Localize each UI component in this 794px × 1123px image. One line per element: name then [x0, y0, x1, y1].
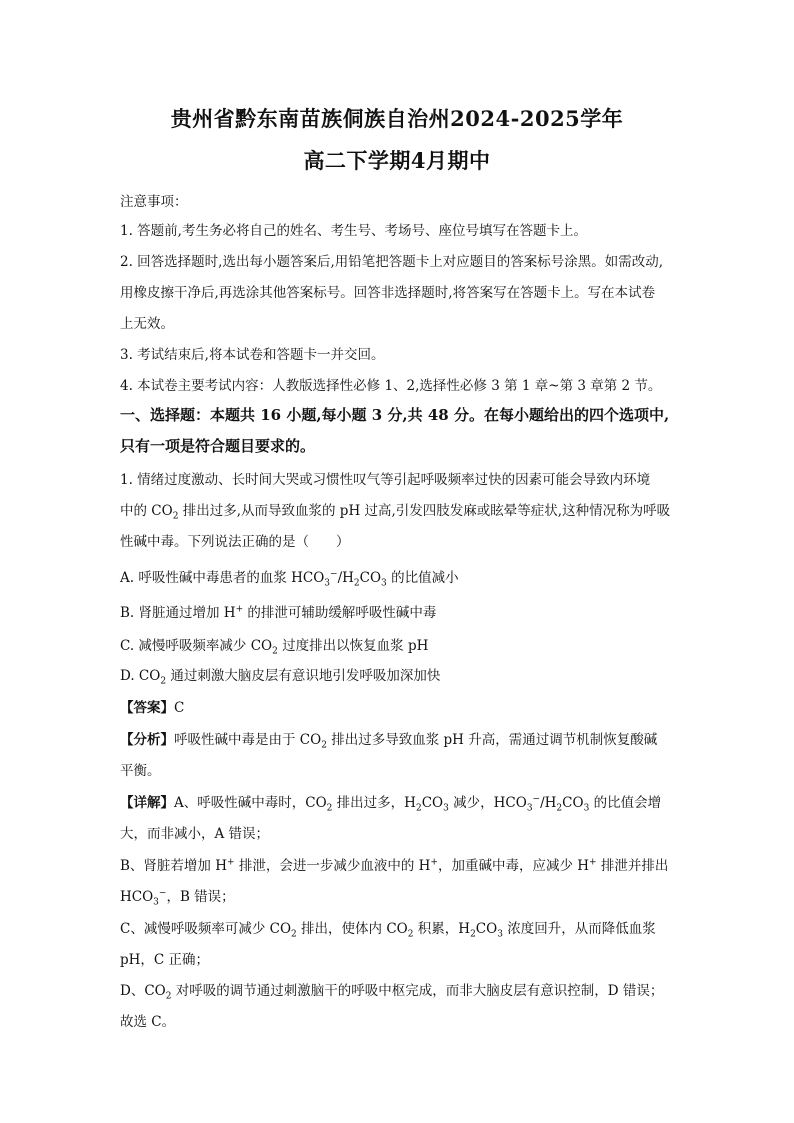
detail-b-line1: B、肾脏若增加 H+ 排泄，会进一步减少血液中的 H+，加重碱中毒，应减少 H+ 排泄并排出: [120, 857, 669, 874]
notice-item-2-line2: 用橡皮擦干净后,再选涂其他答案标号。回答非选择题时,将答案写在答题卡上。写在本试卷: [120, 285, 656, 301]
question-1-stem-line2: 中的 $CO_2$ 排出过多,从而导致血浆的 pH 过高,引发四肢发麻或眩晕等症状,这种情况称为呼吸: [120, 503, 671, 522]
notice-item-4: 4. 本试卷主要考试内容：人教版选择性必修 1、2,选择性必修 3 第 1 章~第 3 章第 2 节。: [120, 378, 662, 394]
notice-item-2-line3: 上无效。: [120, 316, 174, 332]
detail-a-line2: 大，而非减小，A 错误；: [120, 826, 270, 842]
detail-c-line2: pH，C 正确；: [120, 952, 210, 968]
detail-a-line1: 【详解】A、呼吸性碱中毒时，$CO_2$ 排出过多，$H_2CO_3$ 减少，$HCO_3^-/H_2CO_3$ 的比值会增: [120, 794, 662, 814]
question-1-stem-line1: 1. 情绪过度激动、长时间大哭或习惯性叹气等引起呼吸频率过快的因素可能会导致内环境: [120, 472, 651, 488]
analysis-line1: 【分析】呼吸性碱中毒是由于 $CO_2$ 排出过多导致血浆 pH 升高，需通过调节机制恢复酸碱: [120, 732, 658, 751]
notice-item-2-line1: 2. 回答选择题时,选出每小题答案后,用铅笔把答题卡上对应题目的答案标号涂黑。如需改动,: [120, 254, 664, 270]
detail-b-line2: $HCO_3^-$，B 错误；: [120, 888, 235, 908]
notice-heading: 注意事项：: [120, 194, 188, 210]
exam-title-line2: 高二下学期4月期中: [303, 148, 491, 173]
option-c: C. 减慢呼吸频率减少 $CO_2$ 过度排出以恢复血浆 pH: [120, 638, 429, 657]
option-d: D. $CO_2$ 通过刺激大脑皮层有意识地引发呼吸加深加快: [120, 668, 441, 687]
option-b: B. 肾脏通过增加 H+ 的排泄可辅助缓解呼吸性碱中毒: [120, 604, 437, 621]
conclusion-line: 故选 C。: [120, 1014, 176, 1030]
section-heading-line1: 一、选择题：本题共 16 小题,每小题 3 分,共 48 分。在每小题给出的四个选项中,: [120, 406, 670, 424]
detail-c-line1: C、减慢呼吸频率可减少 $CO_2$ 排出，使体内 $CO_2$ 积累，$H_2CO_3$ 浓度回升，从而降低血浆: [120, 921, 656, 940]
option-a: A. 呼吸性碱中毒患者的血浆 $HCO_3^-/H_2CO_3$ 的比值减小: [120, 569, 459, 589]
detail-d-line1: D、$CO_2$ 对呼吸的调节通过刺激脑干的呼吸中枢完成，而非大脑皮层有意识控制，D 错误；: [120, 983, 664, 1002]
question-1-stem-line3: 性碱中毒。下列说法正确的是（ ）: [120, 534, 350, 550]
notice-item-1: 1. 答题前,考生务必将自己的姓名、考生号、考场号、座位号填写在答题卡上。: [120, 223, 587, 239]
answer-line: 【答案】C: [120, 700, 185, 716]
analysis-line2: 平衡。: [120, 763, 161, 779]
notice-item-3: 3. 考试结束后,将本试卷和答题卡一并交回。: [120, 347, 385, 363]
section-heading-line2: 只有一项是符合题目要求的。: [120, 437, 316, 455]
exam-title-line1: 贵州省黔东南苗族侗族自治州2024-2025学年: [170, 106, 624, 131]
